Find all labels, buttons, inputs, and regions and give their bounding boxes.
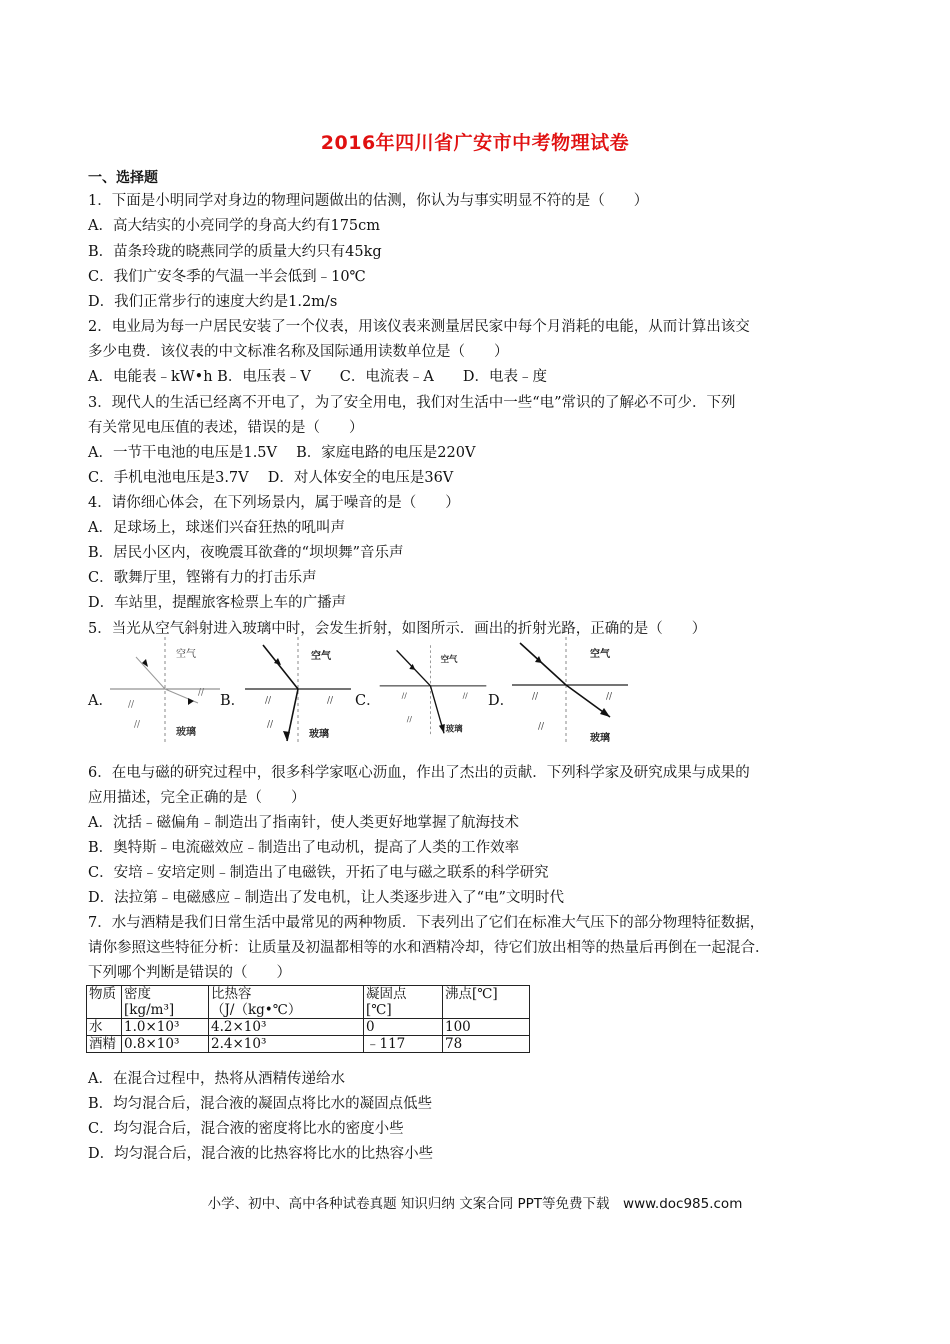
table-cell: 0 xyxy=(364,1019,443,1036)
q4-option-d: D．车站里，提醒旅客检票上车的广播声 xyxy=(88,595,347,611)
table-header-cell xyxy=(122,986,209,1019)
q7-stem-line2: 请你参照这些特征分析：让质量及初温都相等的水和酒精冷却，待它们放出相等的热量后再倒在一起混合． xyxy=(88,940,770,956)
q5-label-a: A． xyxy=(88,693,113,709)
section-heading: 一、选择题 xyxy=(88,170,158,186)
table-cell: 水 xyxy=(87,1019,122,1036)
svg-text://: // xyxy=(532,692,539,702)
q6-option-b: B．奥特斯﹣电流磁效应﹣制造出了电动机，提高了人类的工作效率 xyxy=(88,840,520,856)
q5-label-b: B． xyxy=(220,693,246,709)
q1-stem: 1．下面是小明同学对身边的物理问题做出的估测，你认为与事实明显不符的是（ ） xyxy=(88,193,649,209)
q3-stem-line1: 3．现代人的生活已经离不开电了，为了安全用电，我们对生活中一些“电”常识的了解必不可少．下列 xyxy=(88,395,736,411)
heat-capacity-unit: （J/（kg•℃） xyxy=(211,1002,302,1018)
q4-option-a: A．足球场上，球迷们兴奋狂热的吼叫声 xyxy=(88,520,345,536)
q5-label-d: D． xyxy=(488,693,515,709)
svg-text://: // xyxy=(462,690,468,700)
q6-option-d: D．法拉第﹣电磁感应﹣制造出了发电机，让人类逐步进入了“电”文明时代 xyxy=(88,890,564,906)
q5-d-air-label: 空气 xyxy=(590,649,610,660)
table-row xyxy=(87,1019,530,1036)
q5-b-glass-label: 玻璃 xyxy=(309,729,329,740)
heat-capacity-header: 比热容 xyxy=(211,986,252,1002)
q5-b-air-label: 空气 xyxy=(311,651,331,662)
q1-option-c: C．我们广安冬季的气温一半会低到﹣10℃ xyxy=(88,269,366,285)
q4-stem: 4．请你细心体会，在下列场景内，属于噪音的是（ ） xyxy=(88,495,460,511)
svg-text://: // xyxy=(327,696,334,706)
q2-options: A．电能表﹣kW•h B．电压表﹣V C．电流表﹣A D．电表﹣度 xyxy=(88,369,547,385)
q5-c-air-label: 空气 xyxy=(440,654,458,665)
q3-stem-line2: 有关常见电压值的表述，错误的是（ ） xyxy=(88,420,364,436)
table-cell: 酒精 xyxy=(87,1036,122,1053)
table-cell: 2.4×10³ xyxy=(209,1036,364,1053)
q4-option-c: C．歌舞厅里，铿锵有力的打击乐声 xyxy=(88,570,317,586)
q7-stem-line3: 下列哪个判断是错误的（ ） xyxy=(88,965,291,981)
table-header-cell: 沸点[℃] xyxy=(443,986,530,1019)
svg-text://: // xyxy=(134,720,141,730)
q5-c-glass-label: 玻璃 xyxy=(445,723,463,734)
q7-option-d: D．均匀混合后，混合液的比热容将比水的比热容小些 xyxy=(88,1146,434,1162)
table-cell: 0.8×10³ xyxy=(122,1036,209,1053)
table-cell: 1.0×10³ xyxy=(122,1019,209,1036)
q5-a-air-label: 空气 xyxy=(176,649,196,660)
q5-d-glass-label: 玻璃 xyxy=(590,733,610,744)
exam-title: 2016年四川省广安市中考物理试卷 xyxy=(320,132,630,154)
q6-option-c: C．安培﹣安培定则﹣制造出了电磁铁，开拓了电与磁之联系的科学研究 xyxy=(88,865,549,881)
density-unit: [kg/m³] xyxy=(124,1002,175,1018)
svg-text://: // xyxy=(401,690,407,700)
q5-stem: 5．当光从空气斜射进入玻璃中时，会发生折射，如图所示．画出的折射光路，正确的是（ ） xyxy=(88,621,707,637)
q6-stem-line2: 应用描述，完全正确的是（ ） xyxy=(88,790,306,806)
table-cell: 4.2×10³ xyxy=(209,1019,364,1036)
table-header-row xyxy=(87,986,530,1019)
svg-text://: // xyxy=(606,692,613,702)
q1-option-d: D．我们正常步行的速度大约是1.2m/s xyxy=(88,294,338,310)
svg-text://: // xyxy=(265,696,272,706)
q7-option-a: A．在混合过程中，热将从酒精传递给水 xyxy=(88,1071,345,1087)
q5-figure-b xyxy=(243,637,353,745)
table-cell: 100 xyxy=(443,1019,530,1036)
density-header: 密度 xyxy=(124,986,151,1002)
q1-option-a: A．高大结实的小亮同学的身高大约有175cm xyxy=(88,218,381,234)
q7-option-c: C．均匀混合后，混合液的密度将比水的密度小些 xyxy=(88,1121,404,1137)
svg-text://: // xyxy=(406,714,412,724)
svg-text://: // xyxy=(267,720,274,730)
q6-stem-line1: 6．在电与磁的研究过程中，很多科学家呕心沥血，作出了杰出的贡献．下列科学家及研究成果与成果的 xyxy=(88,765,750,781)
table-cell: 78 xyxy=(443,1036,530,1053)
q2-stem-line1: 2．电业局为每一户居民安装了一个仪表，用该仪表来测量居民家中每个月消耗的电能，从而计算出该交 xyxy=(88,319,750,335)
svg-text://: // xyxy=(198,688,205,698)
freezing-point-header: 凝固点 xyxy=(366,986,407,1002)
q5-figure-d xyxy=(510,637,630,745)
q5-a-glass-label: 玻璃 xyxy=(176,727,196,738)
table-header-cell xyxy=(209,986,364,1019)
svg-text://: // xyxy=(128,700,135,710)
q2-stem-line2: 多少电费．该仪表的中文标准名称及国际通用读数单位是（ ） xyxy=(88,344,509,360)
q3-options-cd: C．手机电池电压是3.7V D．对人体安全的电压是36V xyxy=(88,470,454,486)
table-cell: ﹣117 xyxy=(364,1036,443,1053)
q1-option-b: B．苗条玲珑的晓燕同学的质量大约只有45kg xyxy=(88,244,382,260)
q6-option-a: A．沈括﹣磁偏角﹣制造出了指南针，使人类更好地掌握了航海技术 xyxy=(88,815,519,831)
q3-options-ab: A．一节干电池的电压是1.5V B．家庭电路的电压是220V xyxy=(88,445,476,461)
q5-label-c: C． xyxy=(355,693,381,709)
table-header-cell: 物质 xyxy=(87,986,122,1019)
q5-figure-a xyxy=(110,637,220,745)
q7-option-b: B．均匀混合后，混合液的凝固点将比水的凝固点低些 xyxy=(88,1096,433,1112)
freezing-point-unit: [℃] xyxy=(366,1002,392,1018)
q7-stem-line1: 7．水与酒精是我们日常生活中最常见的两种物质．下表列出了它们在标准大气压下的部分物理特征数据， xyxy=(88,915,765,931)
table-row xyxy=(87,1036,530,1053)
q4-option-b: B．居民小区内，夜晚震耳欲聋的“坝坝舞”音乐声 xyxy=(88,545,404,561)
svg-text://: // xyxy=(538,722,545,732)
q5-figure-c xyxy=(378,637,488,745)
table-header-cell xyxy=(364,986,443,1019)
q7-data-table xyxy=(86,985,530,1053)
q5-figures xyxy=(88,637,628,745)
page-footer: 小学、初中、高中各种试卷真题 知识归纳 文案合同 PPT等免费下载 www.doc985.com xyxy=(207,1196,743,1212)
